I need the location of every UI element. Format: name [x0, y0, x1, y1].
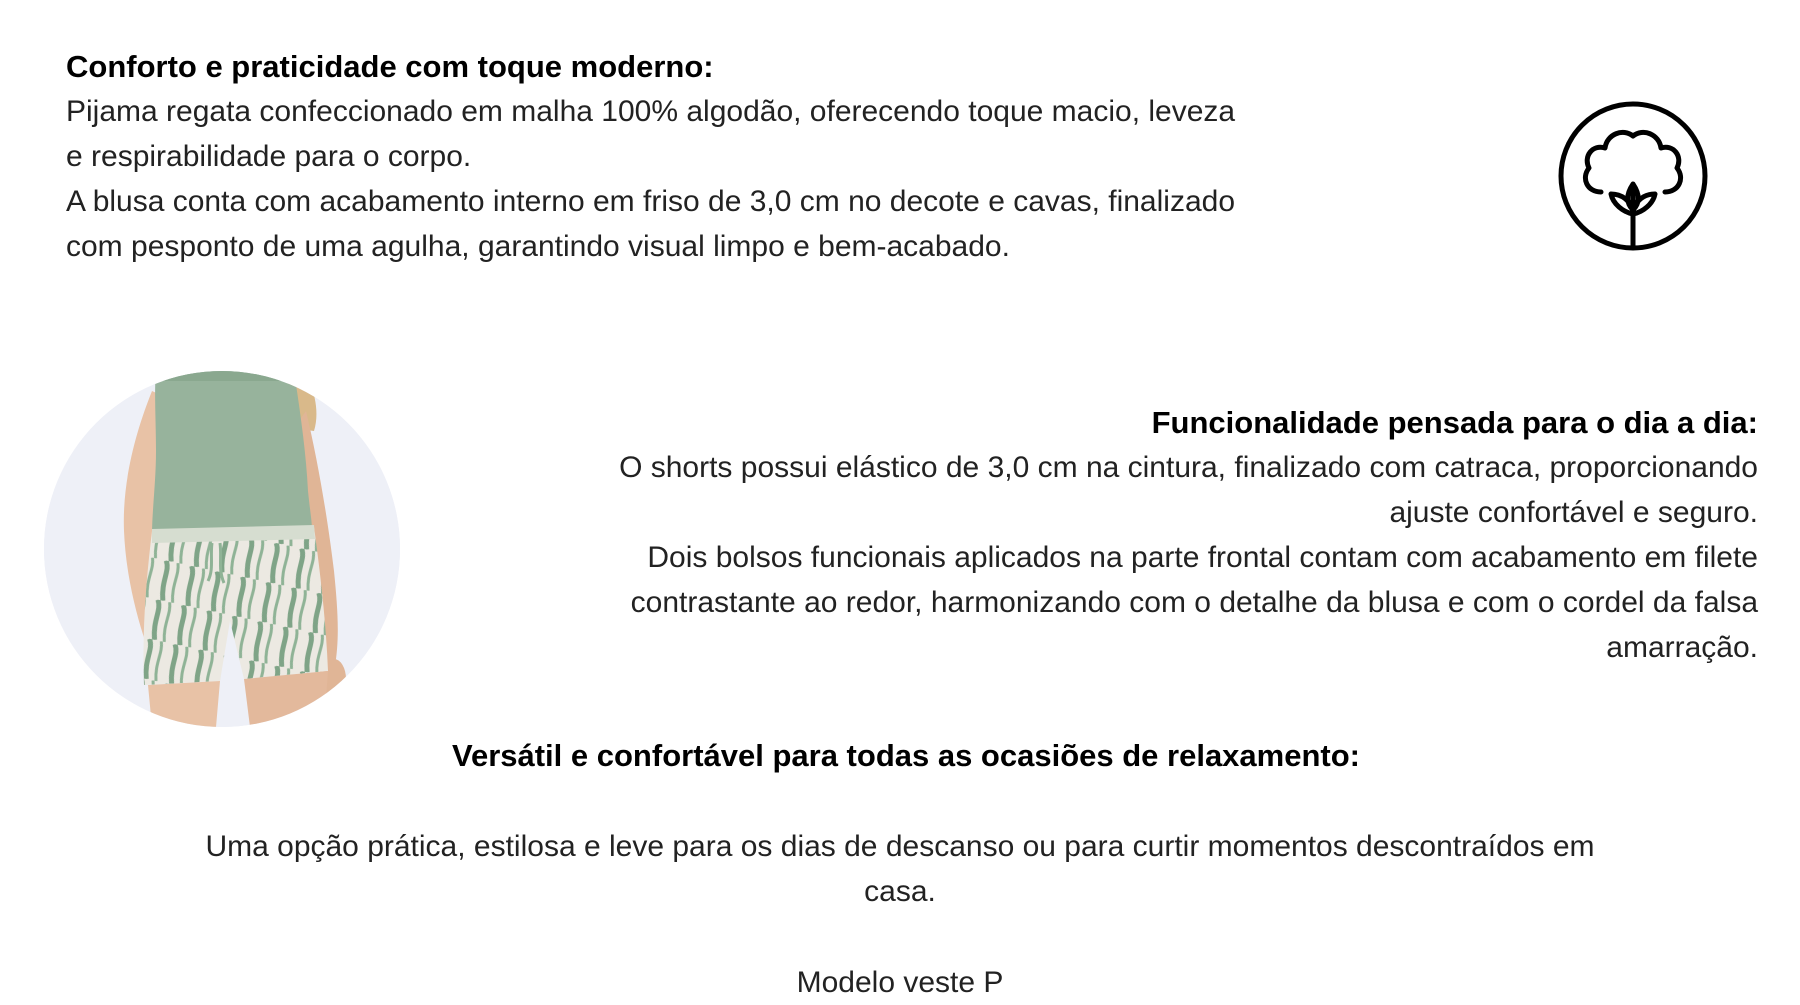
- functionality-section: [418, 400, 1758, 670]
- functionality-line: amarração.: [1606, 631, 1758, 664]
- versatile-heading: Versátil e confortável para todas as ocasiões de relaxamento:: [451, 738, 1360, 773]
- functionality-description: [418, 445, 1758, 670]
- versatile-description: [0, 824, 1800, 914]
- versatile-line: casa.: [864, 875, 936, 908]
- comfort-section: [66, 44, 1416, 269]
- model-size-text: Modelo veste P: [796, 966, 1004, 999]
- functionality-line: O shorts possui elástico de 3,0 cm na cintura, finalizado com catraca, proporcionando: [619, 451, 1758, 484]
- comfort-line: A blusa conta com acabamento interno em friso de 3,0 cm no decote e cavas, finalizado: [66, 185, 1236, 218]
- functionality-heading: Funcionalidade pensada para o dia a dia:: [1151, 405, 1758, 440]
- product-photo: [44, 371, 400, 727]
- functionality-line: contrastante ao redor, harmonizando com o detalhe da blusa e com o cordel da falsa: [630, 586, 1758, 619]
- versatile-heading-wrapper: [0, 733, 1800, 778]
- comfort-line: e respirabilidade para o corpo.: [66, 140, 472, 173]
- functionality-line: Dois bolsos funcionais aplicados na parte frontal contam com acabamento em filete: [647, 541, 1758, 574]
- model-size-note: [0, 960, 1800, 1005]
- versatile-line: Uma opção prática, estilosa e leve para os dias de descanso ou para curtir momentos descontraídos em: [205, 830, 1595, 863]
- comfort-line: Pijama regata confeccionado em malha 100% algodão, oferecendo toque macio, leveza: [66, 95, 1236, 128]
- comfort-heading: Conforto e praticidade com toque moderno:: [66, 49, 714, 84]
- functionality-line: ajuste confortável e seguro.: [1389, 496, 1758, 529]
- cotton-flower-icon: [1557, 100, 1709, 252]
- comfort-description: [66, 89, 1416, 269]
- comfort-line: com pesponto de uma agulha, garantindo visual limpo e bem-acabado.: [66, 230, 1010, 263]
